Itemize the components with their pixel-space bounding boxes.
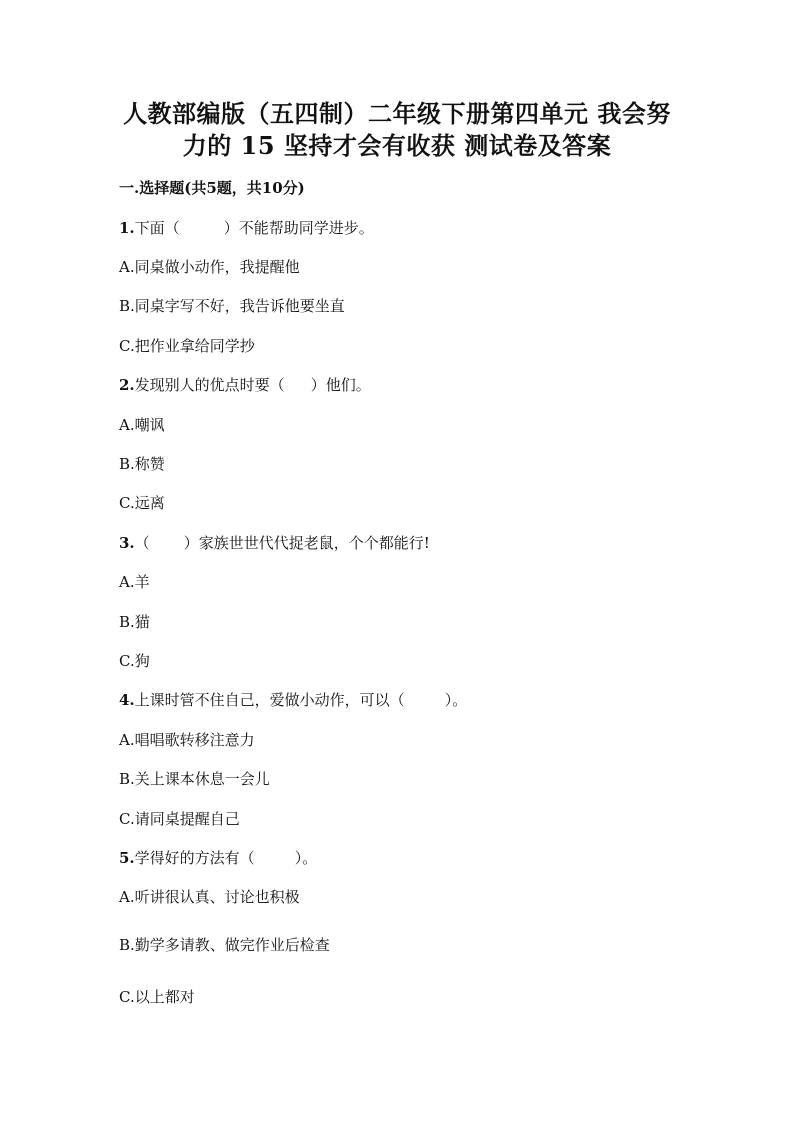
option-4a: A.唱唱歌转移注意力 <box>119 731 255 749</box>
question-text-before: 学得好的方法有（ <box>134 849 255 867</box>
section-heading: 一.选择题(共5题，共10分) <box>119 179 305 197</box>
option-5b: B.勤学多请教、做完作业后检查 <box>119 936 330 954</box>
option-1c: C.把作业拿给同学抄 <box>119 337 255 355</box>
option-5c: C.以上都对 <box>119 988 195 1006</box>
question-number: 1. <box>119 219 135 237</box>
option-1a: A.同桌做小动作，我提醒他 <box>119 258 300 276</box>
question-text-before: 下面（ <box>134 219 180 237</box>
question-text-after: ）。 <box>294 849 318 867</box>
question-text-before: 发现别人的优点时要（ <box>134 376 285 394</box>
question-number: 4. <box>119 691 135 709</box>
option-1b: B.同桌字写不好，我告诉他要坐直 <box>119 297 345 315</box>
option-3b: B.猫 <box>119 613 150 631</box>
question-text-after: ）他们。 <box>310 376 371 394</box>
question-number: 2. <box>119 376 135 394</box>
question-3 <box>119 533 430 553</box>
option-4b: B.关上课本休息一会儿 <box>119 770 270 788</box>
question-number: 5. <box>119 849 135 867</box>
option-2b: B.称赞 <box>119 455 165 473</box>
question-text-before: 上课时管不住自己，爱做小动作，可以（ <box>134 691 405 709</box>
question-text-after: ）家族世世代代捉老鼠，个个都能行! <box>183 534 430 552</box>
exam-title-line-2: 力的 15 坚持才会有收获 测试卷及答案 <box>182 131 612 160</box>
option-3c: C.狗 <box>119 652 150 670</box>
option-3a: A.羊 <box>119 573 150 591</box>
option-2c: C.远离 <box>119 494 165 512</box>
question-text-before: （ <box>134 534 150 552</box>
question-4 <box>119 690 467 710</box>
option-2a: A.嘲讽 <box>119 416 165 434</box>
question-5 <box>119 848 317 868</box>
question-1 <box>119 218 374 238</box>
question-2 <box>119 375 371 395</box>
question-text-after: ）。 <box>444 691 468 709</box>
question-number: 3. <box>119 534 135 552</box>
option-5a: A.听讲很认真、讨论也积极 <box>119 888 300 906</box>
question-text-after: ）不能帮助同学进步。 <box>223 219 374 237</box>
option-4c: C.请同桌提醒自己 <box>119 810 240 828</box>
exam-title-line-1: 人教部编版（五四制）二年级下册第四单元 我会努 <box>123 99 671 128</box>
